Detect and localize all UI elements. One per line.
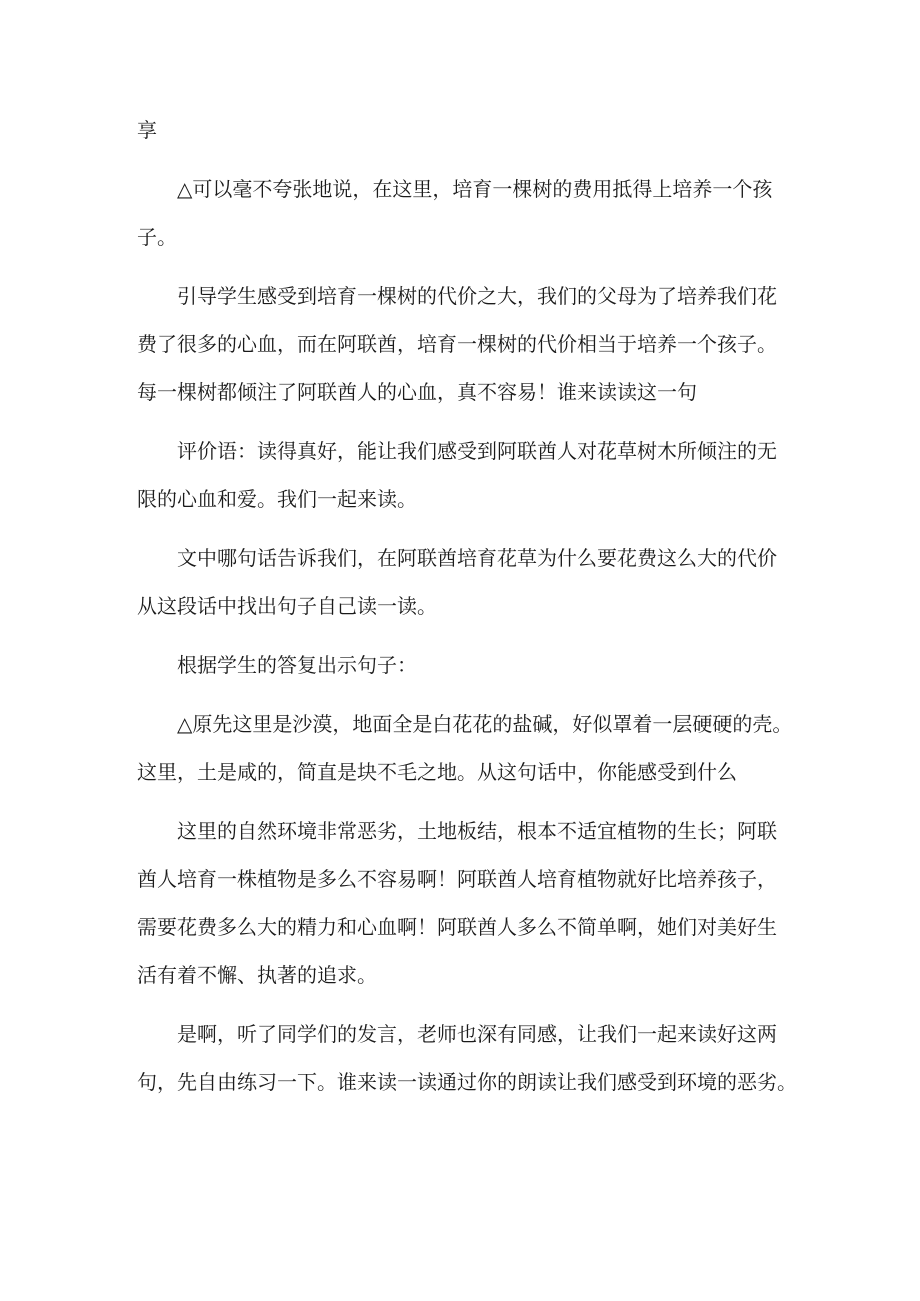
text-line: 活有着不懈、执著的追求。: [137, 963, 377, 987]
text-line: 需要花费多么大的精力和心血啊！阿联酋人多么不简单啊，她们对美好生: [137, 915, 777, 939]
text-line: 句，先自由练习一下。谁来读一读通过你的朗读让我们感受到环境的恶劣。: [137, 1070, 797, 1094]
text-line: 这里，土是咸的，简直是块不毛之地。从这句话中，你能感受到什么: [137, 760, 737, 784]
text-line: 享: [137, 118, 157, 142]
text-line: 是啊，听了同学们的发言，老师也深有同感，让我们一起来读好这两: [177, 1022, 777, 1046]
text-line: 根据学生的答复出示句子：: [177, 653, 417, 677]
text-line: △可以毫不夸张地说，在这里，培育一棵树的费用抵得上培养一个孩: [177, 177, 773, 201]
text-line: △原先这里是沙漠，地面全是白花花的盐碱，好似罩着一层硬硬的壳。: [177, 712, 793, 736]
text-line: 每一棵树都倾注了阿联酋人的心血，真不容易！谁来读读这一句: [137, 380, 697, 404]
text-line: 酋人培育一株植物是多么不容易啊！阿联酋人培育植物就好比培养孩子，: [137, 867, 777, 891]
text-line: 引导学生感受到培育一棵树的代价之大，我们的父母为了培养我们花: [177, 284, 777, 308]
text-line: 子。: [137, 225, 177, 249]
text-line: 评价语：读得真好，能让我们感受到阿联酋人对花草树木所倾注的无: [177, 439, 777, 463]
text-line: 限的心血和爱。我们一起来读。: [137, 487, 417, 511]
text-line: 费了很多的心血，而在阿联酋，培育一棵树的代价相当于培养一个孩子。: [137, 332, 777, 356]
document-body: [137, 106, 797, 1106]
text-line: 文中哪句话告诉我们，在阿联酋培育花草为什么要花费这么大的代价: [177, 546, 777, 570]
text-line: 这里的自然环境非常恶劣，土地板结，根本不适宜植物的生长；阿联: [177, 819, 777, 843]
text-line: 从这段话中找出句子自己读一读。: [137, 594, 437, 618]
